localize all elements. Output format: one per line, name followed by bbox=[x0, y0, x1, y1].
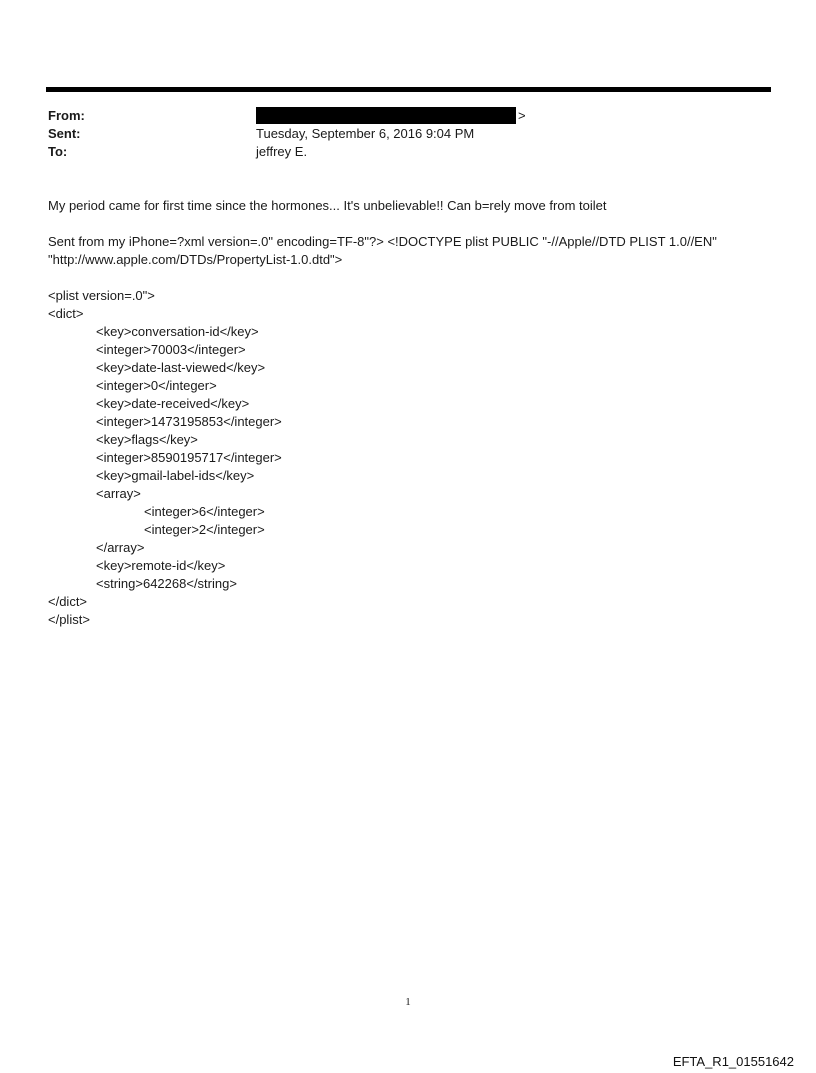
plist-line: <array> bbox=[96, 486, 141, 501]
plist-line: </array> bbox=[96, 540, 145, 555]
sent-value: Tuesday, September 6, 2016 9:04 PM bbox=[256, 126, 475, 141]
plist-line: <dict> bbox=[48, 306, 84, 321]
sent-from-line-1: Sent from my iPhone=?xml version=.0" encoding=TF-8"?> <!DOCTYPE plist PUBLIC "-//Apple//DTD PLIST 1.0//EN" bbox=[48, 234, 717, 249]
to-value: jeffrey E. bbox=[256, 144, 308, 159]
plist-line: <integer>6</integer> bbox=[144, 504, 265, 519]
plist-line: <key>remote-id</key> bbox=[96, 558, 226, 573]
header-divider bbox=[46, 87, 771, 92]
page-number: 1 bbox=[405, 996, 411, 1008]
plist-line: <integer>8590195717</integer> bbox=[96, 450, 282, 465]
plist-line: <integer>70003</integer> bbox=[96, 342, 246, 357]
from-value-tail: > bbox=[518, 108, 526, 123]
bates-number: EFTA_R1_01551642 bbox=[672, 1054, 794, 1069]
from-label: From: bbox=[48, 108, 85, 123]
plist-line: <key>conversation-id</key> bbox=[96, 324, 259, 339]
plist-line: <key>flags</key> bbox=[96, 432, 198, 447]
to-label: To: bbox=[48, 144, 68, 159]
sent-label: Sent: bbox=[48, 126, 81, 141]
sent-from-line-2: "http://www.apple.com/DTDs/PropertyList-1.0.dtd"> bbox=[48, 252, 343, 267]
plist-line: <string>642268</string> bbox=[96, 576, 237, 591]
plist-line: <key>gmail-label-ids</key> bbox=[96, 468, 255, 483]
plist-block bbox=[48, 287, 282, 629]
plist-line: <integer>0</integer> bbox=[96, 378, 217, 393]
plist-line: </plist> bbox=[48, 612, 90, 627]
plist-line: </dict> bbox=[48, 594, 88, 609]
message-text: My period came for first time since the hormones... It's unbelievable!! Can b=rely move from toilet bbox=[48, 198, 607, 213]
plist-line: <key>date-last-viewed</key> bbox=[96, 360, 266, 375]
plist-line: <integer>2</integer> bbox=[144, 522, 265, 537]
plist-line: <integer>1473195853</integer> bbox=[96, 414, 282, 429]
plist-line: <plist version=.0"> bbox=[48, 288, 155, 303]
redacted-sender bbox=[256, 107, 516, 124]
plist-line: <key>date-received</key> bbox=[96, 396, 250, 411]
